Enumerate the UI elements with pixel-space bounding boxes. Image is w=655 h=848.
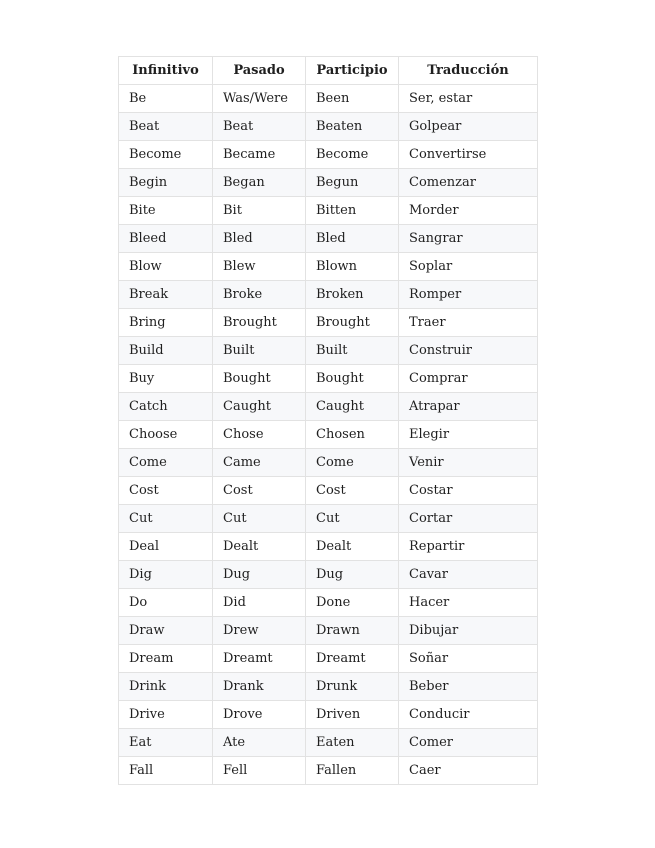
table-row xyxy=(119,505,538,533)
infinitivo-cell: Be xyxy=(119,85,213,113)
pasado-cell: Dug xyxy=(213,561,306,589)
infinitivo-cell: Begin xyxy=(119,169,213,197)
header-pasado: Pasado xyxy=(213,57,306,85)
traduccion-cell: Caer xyxy=(399,757,538,785)
participio-cell: Bought xyxy=(306,365,399,393)
pasado-cell: Bit xyxy=(213,197,306,225)
table-row xyxy=(119,449,538,477)
participio-cell: Dug xyxy=(306,561,399,589)
infinitivo-cell: Build xyxy=(119,337,213,365)
infinitivo-cell: Cost xyxy=(119,477,213,505)
participio-cell: Drawn xyxy=(306,617,399,645)
traduccion-cell: Elegir xyxy=(399,421,538,449)
pasado-cell: Drove xyxy=(213,701,306,729)
traduccion-cell: Cavar xyxy=(399,561,538,589)
table-row xyxy=(119,85,538,113)
pasado-cell: Broke xyxy=(213,281,306,309)
participio-cell: Come xyxy=(306,449,399,477)
participio-cell: Broken xyxy=(306,281,399,309)
infinitivo-cell: Fall xyxy=(119,757,213,785)
pasado-cell: Blew xyxy=(213,253,306,281)
traduccion-cell: Convertirse xyxy=(399,141,538,169)
pasado-cell: Chose xyxy=(213,421,306,449)
traduccion-cell: Beber xyxy=(399,673,538,701)
table-row xyxy=(119,673,538,701)
table-row xyxy=(119,365,538,393)
traduccion-cell: Dibujar xyxy=(399,617,538,645)
infinitivo-cell: Bite xyxy=(119,197,213,225)
infinitivo-cell: Bleed xyxy=(119,225,213,253)
traduccion-cell: Romper xyxy=(399,281,538,309)
participio-cell: Brought xyxy=(306,309,399,337)
traduccion-cell: Soplar xyxy=(399,253,538,281)
pasado-cell: Bought xyxy=(213,365,306,393)
participio-cell: Bitten xyxy=(306,197,399,225)
header-row xyxy=(119,57,538,85)
participio-cell: Dealt xyxy=(306,533,399,561)
participio-cell: Built xyxy=(306,337,399,365)
table-row xyxy=(119,281,538,309)
infinitivo-cell: Eat xyxy=(119,729,213,757)
traduccion-cell: Sangrar xyxy=(399,225,538,253)
table-row xyxy=(119,589,538,617)
traduccion-cell: Comenzar xyxy=(399,169,538,197)
participio-cell: Drunk xyxy=(306,673,399,701)
infinitivo-cell: Drive xyxy=(119,701,213,729)
traduccion-cell: Atrapar xyxy=(399,393,538,421)
participio-cell: Fallen xyxy=(306,757,399,785)
table-row xyxy=(119,645,538,673)
header-infinitivo: Infinitivo xyxy=(119,57,213,85)
participio-cell: Been xyxy=(306,85,399,113)
table-row xyxy=(119,617,538,645)
traduccion-cell: Golpear xyxy=(399,113,538,141)
infinitivo-cell: Bring xyxy=(119,309,213,337)
traduccion-cell: Comprar xyxy=(399,365,538,393)
table-body xyxy=(119,85,538,785)
infinitivo-cell: Cut xyxy=(119,505,213,533)
traduccion-cell: Venir xyxy=(399,449,538,477)
traduccion-cell: Conducir xyxy=(399,701,538,729)
infinitivo-cell: Draw xyxy=(119,617,213,645)
pasado-cell: Caught xyxy=(213,393,306,421)
pasado-cell: Fell xyxy=(213,757,306,785)
participio-cell: Bled xyxy=(306,225,399,253)
infinitivo-cell: Come xyxy=(119,449,213,477)
participio-cell: Cut xyxy=(306,505,399,533)
table-row xyxy=(119,309,538,337)
table-row xyxy=(119,729,538,757)
traduccion-cell: Soñar xyxy=(399,645,538,673)
pasado-cell: Did xyxy=(213,589,306,617)
participio-cell: Chosen xyxy=(306,421,399,449)
pasado-cell: Was/Were xyxy=(213,85,306,113)
table-row xyxy=(119,533,538,561)
table-row xyxy=(119,197,538,225)
pasado-cell: Built xyxy=(213,337,306,365)
traduccion-cell: Costar xyxy=(399,477,538,505)
pasado-cell: Cut xyxy=(213,505,306,533)
traduccion-cell: Cortar xyxy=(399,505,538,533)
infinitivo-cell: Choose xyxy=(119,421,213,449)
infinitivo-cell: Dream xyxy=(119,645,213,673)
table-row xyxy=(119,421,538,449)
participio-cell: Beaten xyxy=(306,113,399,141)
traduccion-cell: Hacer xyxy=(399,589,538,617)
infinitivo-cell: Deal xyxy=(119,533,213,561)
traduccion-cell: Traer xyxy=(399,309,538,337)
participio-cell: Become xyxy=(306,141,399,169)
table-row xyxy=(119,253,538,281)
participio-cell: Caught xyxy=(306,393,399,421)
table-row xyxy=(119,477,538,505)
pasado-cell: Drew xyxy=(213,617,306,645)
infinitivo-cell: Dig xyxy=(119,561,213,589)
header-participio: Participio xyxy=(306,57,399,85)
traduccion-cell: Ser, estar xyxy=(399,85,538,113)
table-row xyxy=(119,225,538,253)
infinitivo-cell: Buy xyxy=(119,365,213,393)
table-row xyxy=(119,113,538,141)
table-row xyxy=(119,169,538,197)
traduccion-cell: Construir xyxy=(399,337,538,365)
pasado-cell: Drank xyxy=(213,673,306,701)
table-row xyxy=(119,757,538,785)
pasado-cell: Became xyxy=(213,141,306,169)
pasado-cell: Beat xyxy=(213,113,306,141)
participio-cell: Eaten xyxy=(306,729,399,757)
pasado-cell: Bled xyxy=(213,225,306,253)
irregular-verbs-table-container xyxy=(118,56,537,785)
table-header xyxy=(119,57,538,85)
participio-cell: Done xyxy=(306,589,399,617)
traduccion-cell: Repartir xyxy=(399,533,538,561)
pasado-cell: Brought xyxy=(213,309,306,337)
pasado-cell: Cost xyxy=(213,477,306,505)
participio-cell: Dreamt xyxy=(306,645,399,673)
table-row xyxy=(119,141,538,169)
infinitivo-cell: Catch xyxy=(119,393,213,421)
traduccion-cell: Comer xyxy=(399,729,538,757)
header-traduccion: Traducción xyxy=(399,57,538,85)
pasado-cell: Began xyxy=(213,169,306,197)
infinitivo-cell: Blow xyxy=(119,253,213,281)
table-row xyxy=(119,337,538,365)
participio-cell: Begun xyxy=(306,169,399,197)
table-row xyxy=(119,561,538,589)
infinitivo-cell: Break xyxy=(119,281,213,309)
table-row xyxy=(119,393,538,421)
table-row xyxy=(119,701,538,729)
pasado-cell: Came xyxy=(213,449,306,477)
participio-cell: Blown xyxy=(306,253,399,281)
infinitivo-cell: Do xyxy=(119,589,213,617)
participio-cell: Driven xyxy=(306,701,399,729)
participio-cell: Cost xyxy=(306,477,399,505)
traduccion-cell: Morder xyxy=(399,197,538,225)
infinitivo-cell: Drink xyxy=(119,673,213,701)
pasado-cell: Dealt xyxy=(213,533,306,561)
pasado-cell: Dreamt xyxy=(213,645,306,673)
infinitivo-cell: Beat xyxy=(119,113,213,141)
infinitivo-cell: Become xyxy=(119,141,213,169)
pasado-cell: Ate xyxy=(213,729,306,757)
irregular-verbs-table xyxy=(118,56,538,785)
